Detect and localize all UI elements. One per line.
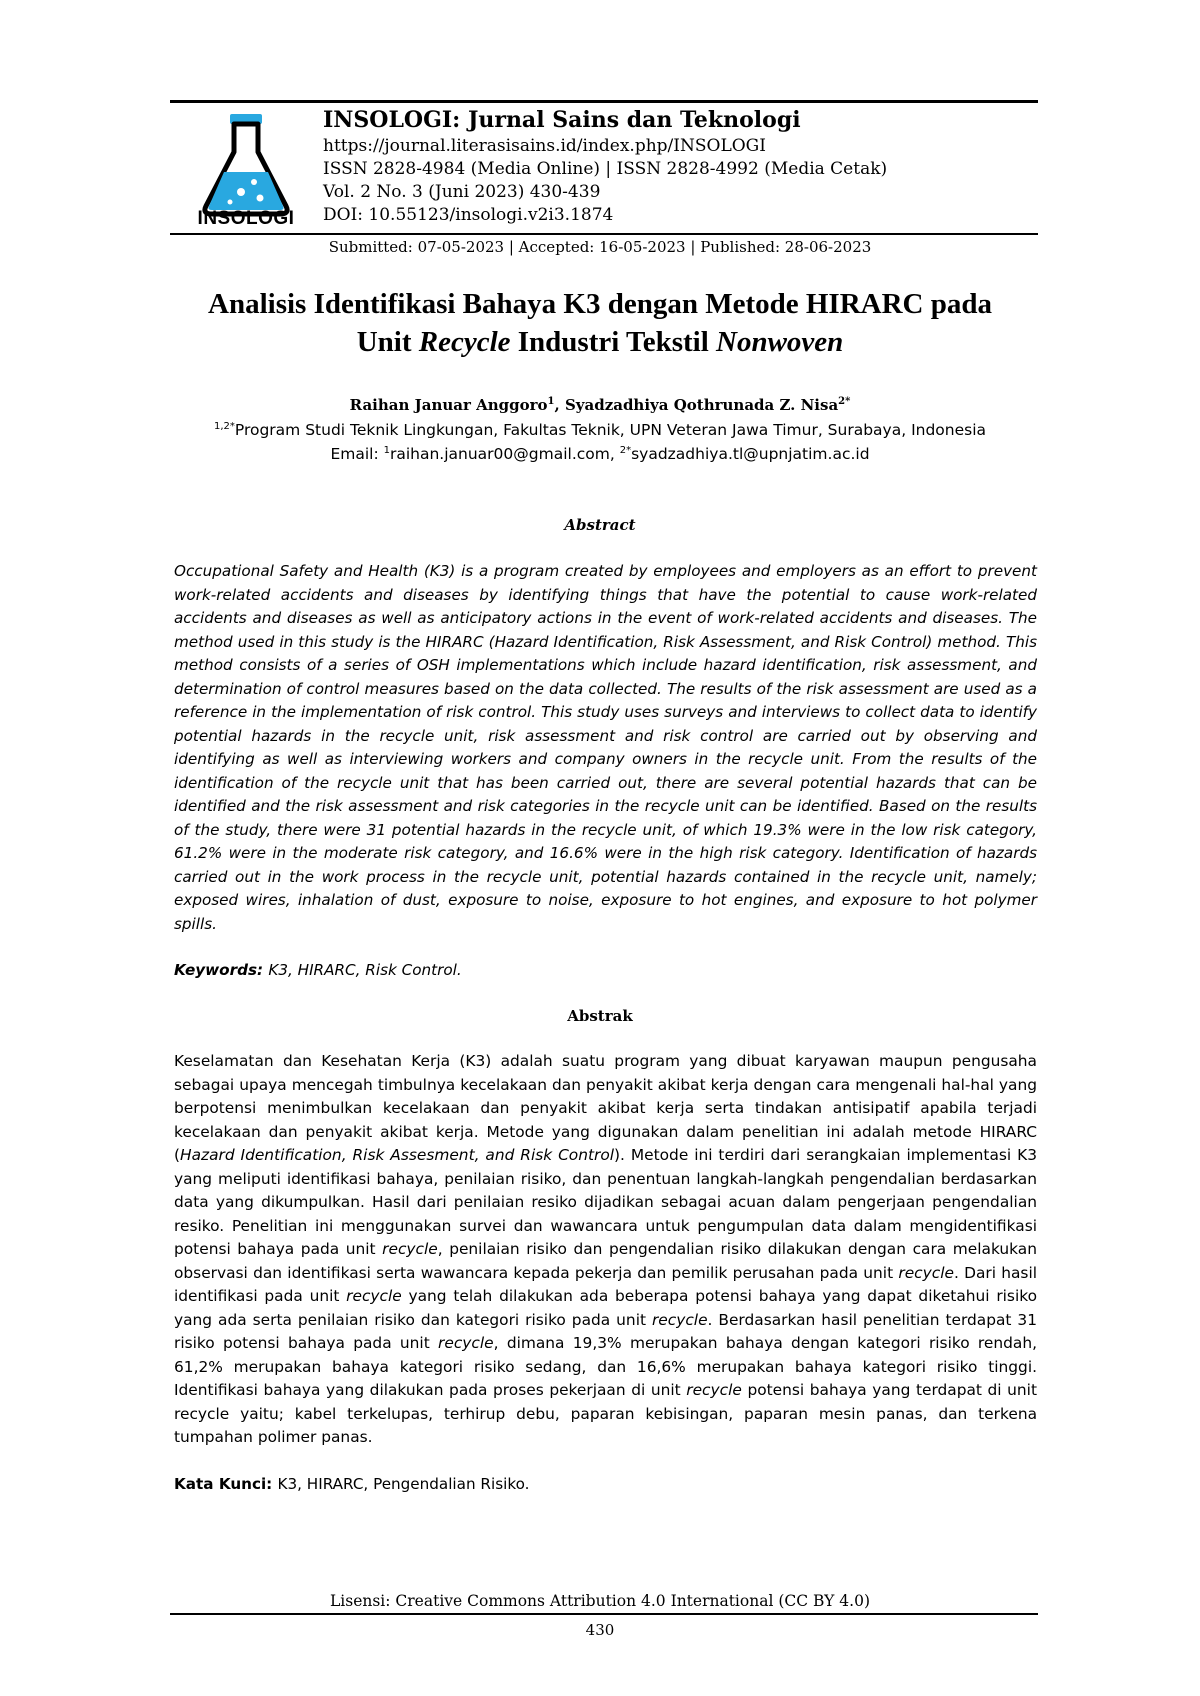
keywords-en: Keywords: K3, HIRARC, Risk Control. xyxy=(174,961,462,979)
footer-rule xyxy=(170,1613,1038,1615)
email-2[interactable]: syadzadhiya.tl@upnjatim.ac.id xyxy=(631,445,870,463)
journal-volume: Vol. 2 No. 3 (Juni 2023) 430-439 xyxy=(323,182,601,202)
submission-dates: Submitted: 07-05-2023 | Accepted: 16-05-2023 | Published: 28-06-2023 xyxy=(328,238,872,256)
journal-name: INSOLOGI: Jurnal Sains dan Teknologi xyxy=(323,107,801,133)
page-number: 430 xyxy=(585,1621,615,1639)
abstrak-heading: Abstrak xyxy=(567,1007,633,1025)
email-1[interactable]: raihan.januar00@gmail.com, xyxy=(389,445,620,463)
license-text: Lisensi: Creative Commons Attribution 4.0 International (CC BY 4.0) xyxy=(329,1592,871,1610)
abstract-en-text: Occupational Safety and Health (K3) is a program created by employees and employers as an effort to prevent work-related accidents and diseases by identifying things that have the potential to cause work-related accidents and diseases as well as anticipatory actions in the event of work-related accidents and diseases. The method used in this study is the HIRARC (Hazard Identification, Risk Assessment, and Risk Control) method. This method consists of a series of OSH implementations which include hazard identification, risk assessment, and determination of control measures based on the data collected. The results of the risk assessment are used as a reference in the implementation of risk control. This study uses surveys and interviews to collect data to identify potential hazards in the recycle unit, risk assessment and risk control are carried out by observing and identifying as well as interviewing workers and company owners in the recycle unit. From the results of the identification of the recycle unit that has been carried out, there are several potential hazards that can be identified and the risk assessment and risk categories in the recycle unit can be identified. Based on the results of the study, there were 31 potential hazards in the recycle unit, of which 19.3% were in the low risk category, 61.2% were in the moderate risk category, and 16.6% were in the high risk category. Identification of hazards carried out in the work process in the recycle unit, potential hazards contained in the recycle unit, namely; exposed wires, inhalation of dust, exposure to noise, exposure to hot engines, and exposure to hot polymer spills. xyxy=(174,562,1037,933)
title-line-2: Unit Recycle Industri Tekstil Nonwoven xyxy=(356,326,844,358)
affiliation: $^{1,2*}$Program Studi Teknik Lingkungan, Fakultas Teknik, UPN Veteran Jawa Timur, Surabaya, Indonesia xyxy=(213,421,987,439)
abstract-id-text: Keselamatan dan Kesehatan Kerja (K3) adalah suatu program yang dibuat karyawan maupun pengusaha sebagai upaya mencegah timbulnya kecelakaan dan penyakit akibat kerja dengan cara mengenali hal-hal yang berpotensi menimbulkan kecelakaan dan penyakit akibat kerja serta tindakan antisipatif apabila terjadi kecelakaan dan penyakit akibat kerja. Metode yang digunakan dalam penelitian ini adalah metode HIRARC (Hazard Identification, Risk Assesment, and Risk Control). Metode ini terdiri dari serangkaian implementasi K3 yang meliputi identifikasi bahaya, penilaian risiko, dan penentuan langkah-langkah pengendalian berdasarkan data yang dikumpulkan. Hasil dari penilaian resiko dijadikan sebagai acuan dalam pengerjaan pengendalian resiko. Penelitian ini menggunakan survei dan wawancara untuk pengumpulan data dalam mengidentifikasi potensi bahaya pada unit recycle, penilaian risiko dan pengendalian risiko dilakukan dengan cara melakukan observasi dan identifikasi serta wawancara kepada pekerja dan pemilik perusahan pada unit recycle. Dari hasil identifikasi pada unit recycle yang telah dilakukan ada beberapa potensi bahaya yang dapat diketahui risiko yang ada serta penilaian risiko dan kategori risiko pada unit recycle. Berdasarkan hasil penelitian terdapat 31 risiko potensi bahaya pada unit recycle, dimana 19,3% merupakan bahaya dengan kategori risiko rendah, 61,2% merupakan bahaya kategori risiko sedang, dan 16,6% merupakan bahaya kategori risiko tinggi. Identifikasi bahaya yang dilakukan pada proses pekerjaan di unit recycle potensi bahaya yang terdapat di unit recycle yaitu; kabel terkelupas, terhirup debu, paparan kebisingan, paparan mesin panas, dan terkena tumpahan polimer panas. xyxy=(174,1052,1038,1446)
header-top-rule xyxy=(170,100,1038,103)
email-line: Email: $^1$raihan.januar00@gmail.com, $^{2*}$syadzadhiya.tl@upnjatim.ac.id xyxy=(330,445,870,463)
journal-url[interactable]: https://journal.literasisains.id/index.php/INSOLOGI xyxy=(323,136,766,156)
abstract-heading: Abstract xyxy=(564,516,636,534)
logo-text: INSOLOGI xyxy=(197,208,295,229)
journal-doi[interactable]: DOI: 10.55123/insologi.v2i3.1874 xyxy=(323,205,614,225)
author-2: Syadzadhiya Qothrunada Z. Nisa xyxy=(564,396,839,414)
author-list: Raihan Januar Anggoro$^1$, Syadzadhiya Qothrunada Z. Nisa$^{2*}$ xyxy=(349,396,851,414)
author-1: Raihan Januar Anggoro xyxy=(349,396,548,414)
journal-issn: ISSN 2828-4984 (Media Online) | ISSN 2828-4992 (Media Cetak) xyxy=(323,159,888,179)
title-line-1: Analisis Identifikasi Bahaya K3 dengan Metode HIRARC pada xyxy=(208,288,992,320)
header-bottom-rule xyxy=(170,233,1038,235)
journal-info xyxy=(323,105,887,227)
keywords-id: Kata Kunci: K3, HIRARC, Pengendalian Risiko. xyxy=(174,1475,530,1493)
paper-title xyxy=(100,285,1100,361)
